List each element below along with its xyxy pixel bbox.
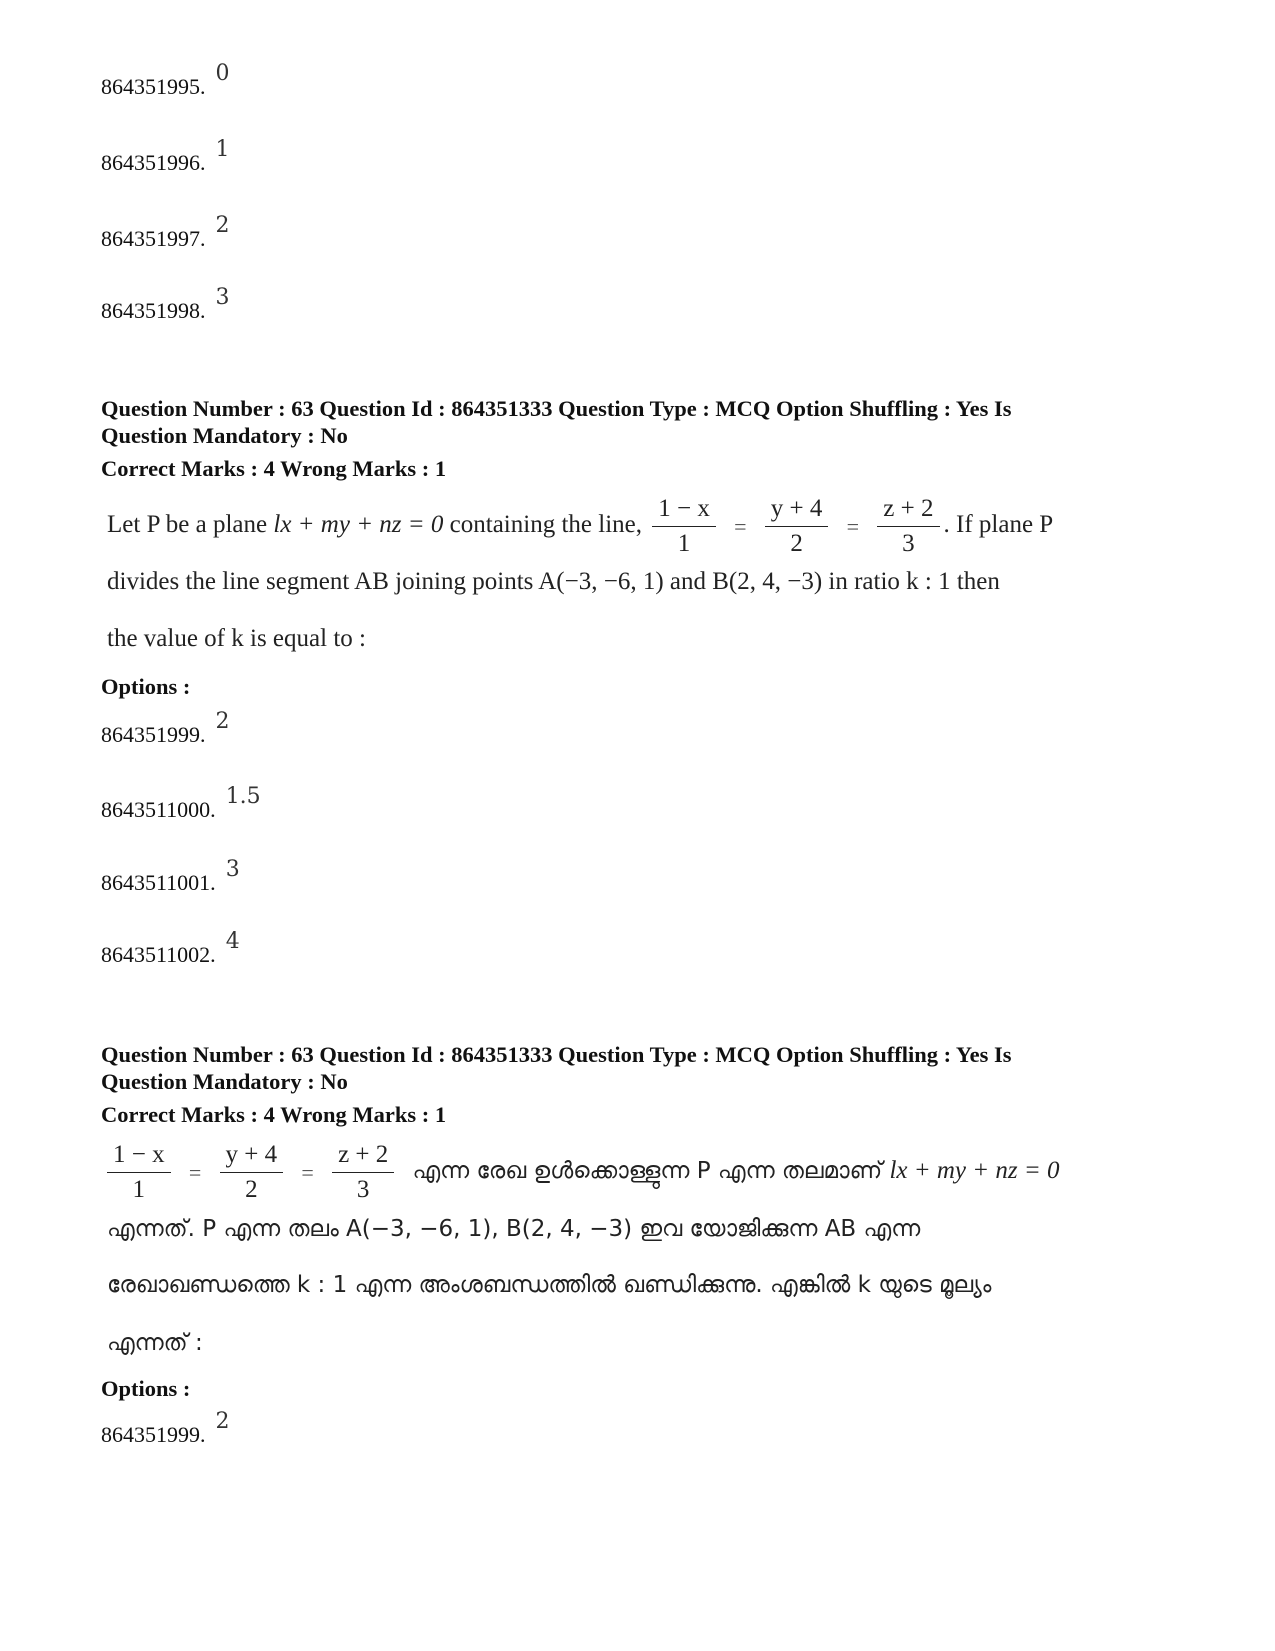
equals-sign: =: [188, 1159, 202, 1185]
option-value: 2: [215, 213, 230, 238]
equals-sign: =: [846, 513, 860, 539]
option-row: [101, 857, 240, 896]
option-row: [101, 137, 230, 176]
fraction-denominator: 3: [902, 530, 915, 557]
question-text-line-3: the value of k is equal to :: [107, 625, 366, 652]
option-id: 864351999.: [101, 1422, 206, 1447]
fraction-3: [877, 492, 939, 561]
options-label: Options :: [101, 674, 191, 699]
fraction-denominator: 3: [356, 1176, 370, 1203]
question-text-b: containing the line,: [443, 511, 649, 539]
plane-equation: lx + my + nz = 0: [273, 511, 444, 539]
fraction-2: [220, 1138, 284, 1207]
option-row: [101, 929, 240, 968]
question-text-line-1: [107, 1138, 1060, 1207]
option-row: [101, 709, 230, 748]
fraction-1: [652, 492, 716, 561]
fraction-2: [765, 492, 829, 561]
question-text-line-2: എന്നത്. P എന്ന തലം A(−3, −6, 1), B(2, 4, −3) ഇവ യോജിക്കുന്ന AB എന്ന: [107, 1216, 921, 1242]
fraction-numerator: y + 4: [765, 492, 829, 527]
fraction-numerator: z + 2: [332, 1138, 394, 1173]
question-meta-line-1: Question Number : 63 Question Id : 864351333 Question Type : MCQ Option Shuffling : Yes Is: [101, 1042, 1012, 1067]
fraction-numerator: 1 − x: [107, 1138, 171, 1173]
fraction-numerator: 1 − x: [652, 492, 716, 527]
fraction-denominator: 2: [790, 530, 803, 557]
option-value: 1: [215, 137, 230, 162]
option-id: 8643511002.: [101, 942, 216, 967]
question-meta-line-2: Question Mandatory : No: [101, 423, 348, 448]
option-id: 8643511000.: [101, 797, 216, 822]
option-row: [101, 285, 230, 324]
option-id: 864351998.: [101, 298, 206, 323]
option-value: 0: [215, 61, 230, 86]
fraction-denominator: 1: [677, 530, 691, 557]
option-value: 2: [215, 709, 230, 734]
plane-equation: lx + my + nz = 0: [889, 1157, 1060, 1185]
fraction-denominator: 2: [245, 1176, 258, 1203]
equals-sign: =: [301, 1159, 314, 1185]
question-meta-line-1: Question Number : 63 Question Id : 864351333 Question Type : MCQ Option Shuffling : Yes Is: [101, 396, 1012, 421]
option-row: [101, 61, 230, 100]
option-id: 864351996.: [101, 150, 206, 175]
option-row: [101, 213, 230, 252]
question-text-a: Let P be a plane: [107, 511, 274, 539]
question-text-c: . If plane P: [943, 511, 1054, 539]
fraction-denominator: 1: [132, 1176, 146, 1203]
fraction-3: [332, 1138, 394, 1207]
option-id: 864351999.: [101, 722, 206, 747]
question-text-ml: എന്ന രേഖ ഉൾക്കൊള്ളുന്ന P എന്ന തലമാണ്: [412, 1158, 890, 1185]
question-text-line-2: divides the line segment AB joining points A(−3, −6, 1) and B(2, 4, −3) in ratio k : 1 then: [107, 568, 1000, 595]
fraction-1: [107, 1138, 171, 1207]
option-id: 864351995.: [101, 74, 206, 99]
option-value: 3: [215, 285, 230, 310]
option-id: 864351997.: [101, 226, 206, 251]
option-value: 3: [225, 857, 240, 882]
question-marks: Correct Marks : 4 Wrong Marks : 1: [101, 456, 447, 481]
fraction-numerator: y + 4: [220, 1138, 284, 1173]
question-meta-line-2: Question Mandatory : No: [101, 1069, 348, 1094]
options-label: Options :: [101, 1376, 191, 1401]
option-value: 2: [215, 1409, 230, 1434]
option-value: 4: [225, 929, 240, 954]
option-row: [101, 1409, 230, 1448]
option-row: [101, 784, 261, 823]
question-marks: Correct Marks : 4 Wrong Marks : 1: [101, 1102, 447, 1127]
question-text-line-4: എന്നത് :: [107, 1330, 203, 1356]
option-id: 8643511001.: [101, 870, 216, 895]
option-value: 1.5: [225, 784, 261, 809]
equals-sign: =: [734, 513, 747, 539]
question-text-line-3: രേഖാഖണ്ഡത്തെ k : 1 എന്ന അംശബന്ധത്തിൽ ഖണ്ഡിക്കുന്നു. എങ്കിൽ k യുടെ മൂല്യം: [107, 1272, 992, 1298]
fraction-numerator: z + 2: [877, 492, 939, 527]
question-text-line-1: [107, 492, 1053, 561]
